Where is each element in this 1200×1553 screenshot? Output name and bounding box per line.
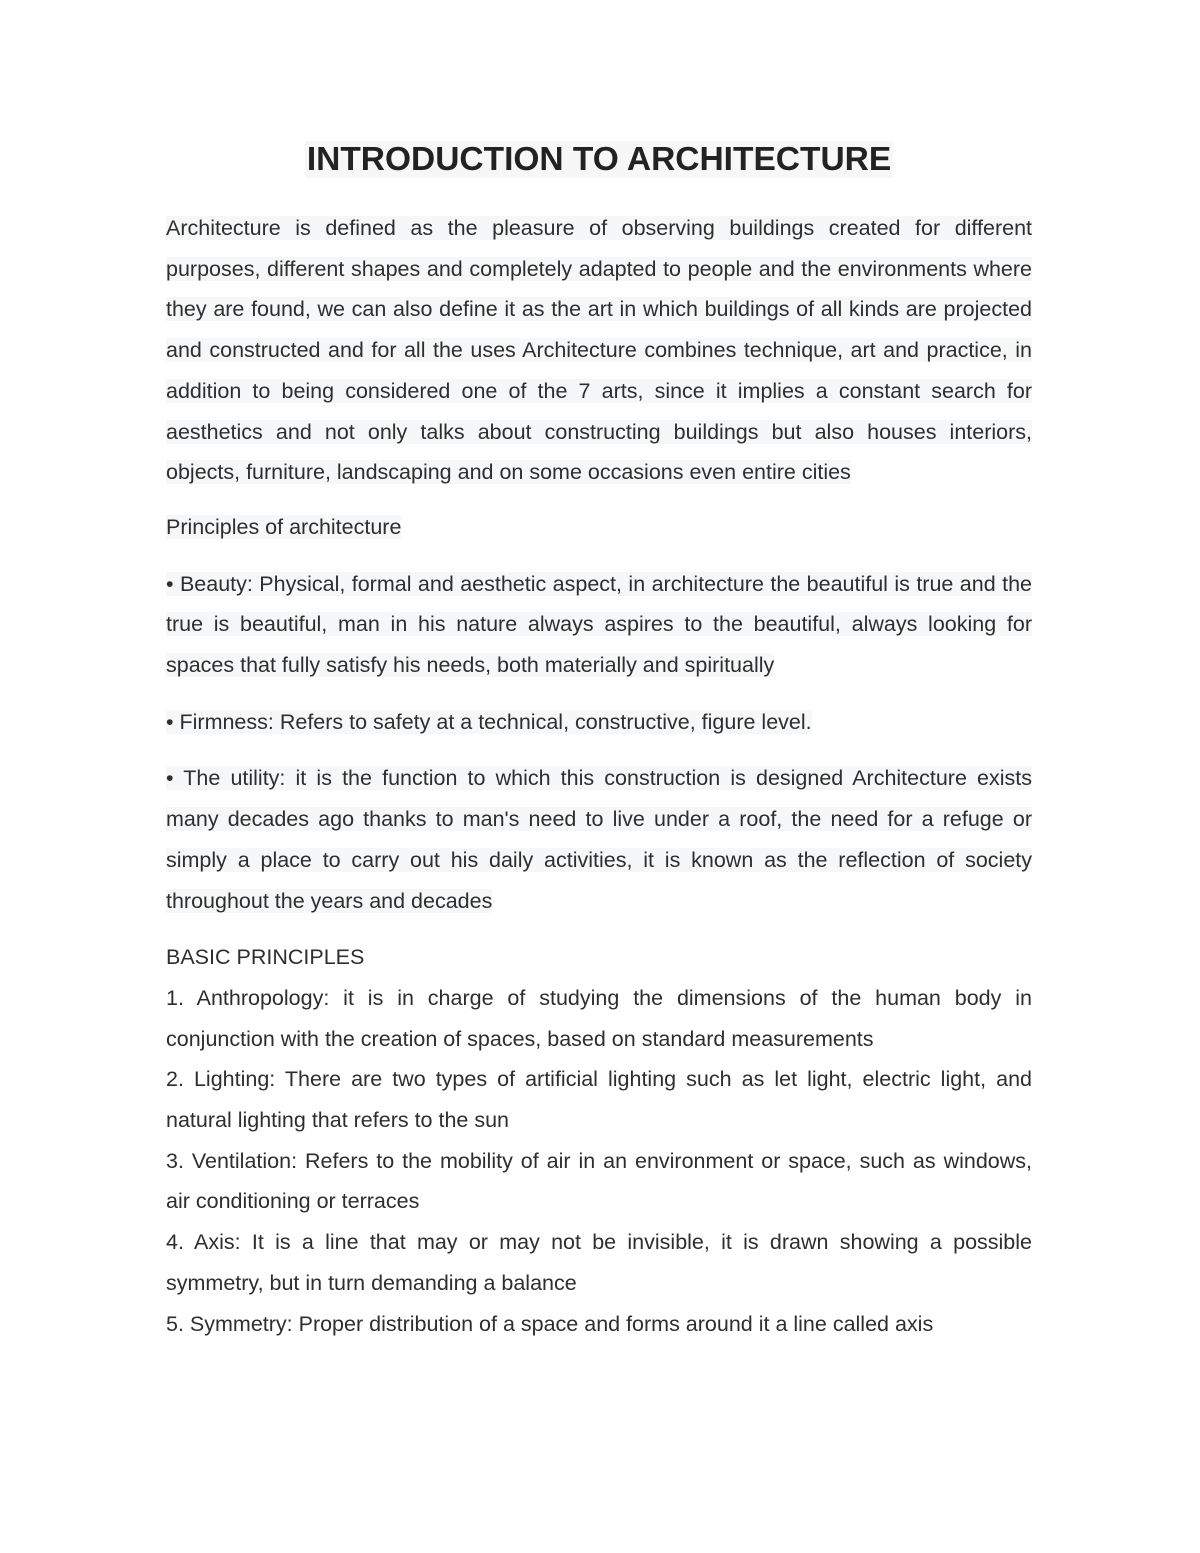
principles-heading bbox=[166, 507, 1032, 548]
basic-principle-anthropology: 1. Anthropology: it is in charge of studying the dimensions of the human body in conjunction with the creation of spaces, based on standard measurements bbox=[166, 985, 1032, 1051]
page-title-text: INTRODUCTION TO ARCHITECTURE bbox=[306, 141, 892, 178]
basic-principle-symmetry: 5. Symmetry: Proper distribution of a space and forms around it a line called axis bbox=[166, 1311, 934, 1336]
principle-firmness-text: • Firmness: Refers to safety at a technical, constructive, figure level. bbox=[166, 709, 812, 734]
basic-principle-lighting: 2. Lighting: There are two types of artificial lighting such as let light, electric light, and natural lighting that refers to the sun bbox=[166, 1067, 1032, 1133]
principles-heading-text: Principles of architecture bbox=[166, 514, 402, 539]
principle-firmness bbox=[166, 702, 1032, 743]
principle-beauty-text: • Beauty: Physical, formal and aesthetic aspect, in architecture the beautiful is true and the true is beautiful, man in his nature always aspires to the beautiful, always looking for spaces that fully satisfy his needs, both materially and spiritually bbox=[166, 571, 1032, 678]
intro-paragraph bbox=[166, 208, 1032, 493]
intro-paragraph-text: Architecture is defined as the pleasure of observing buildings created for different purposes, different shapes and completely adapted to people and the environments where they are found, we can also define it as the art in which buildings of all kinds are projected and constructed and for all the uses Architecture combines technique, art and practice, in addition to being considered one of the 7 arts, since it implies a constant search for aesthetics and not only talks about constructing buildings but also houses interiors, objects, furniture, landscaping and on some occasions even entire cities bbox=[166, 216, 1032, 485]
principle-utility bbox=[166, 758, 1032, 921]
document-body bbox=[166, 138, 1032, 1344]
basic-principle-axis: 4. Axis: It is a line that may or may not be invisible, it is drawn showing a possible symmetry, but in turn demanding a balance bbox=[166, 1230, 1032, 1295]
principle-beauty bbox=[166, 564, 1032, 686]
page-title bbox=[166, 138, 1032, 182]
basic-principles-heading: BASIC PRINCIPLES bbox=[166, 945, 365, 970]
basic-principles-list bbox=[166, 978, 1032, 1344]
basic-principle-ventilation: 3. Ventilation: Refers to the mobility of air in an environment or space, such as windows, air conditioning or terraces bbox=[166, 1148, 1032, 1214]
principle-utility-text: • The utility: it is the function to which this construction is designed Architecture exists many decades ago thanks to man's need to live under a roof, the need for a refuge or simply a place to carry out his daily activities, it is known as the reflection of society throughout the years and decades bbox=[166, 766, 1032, 913]
